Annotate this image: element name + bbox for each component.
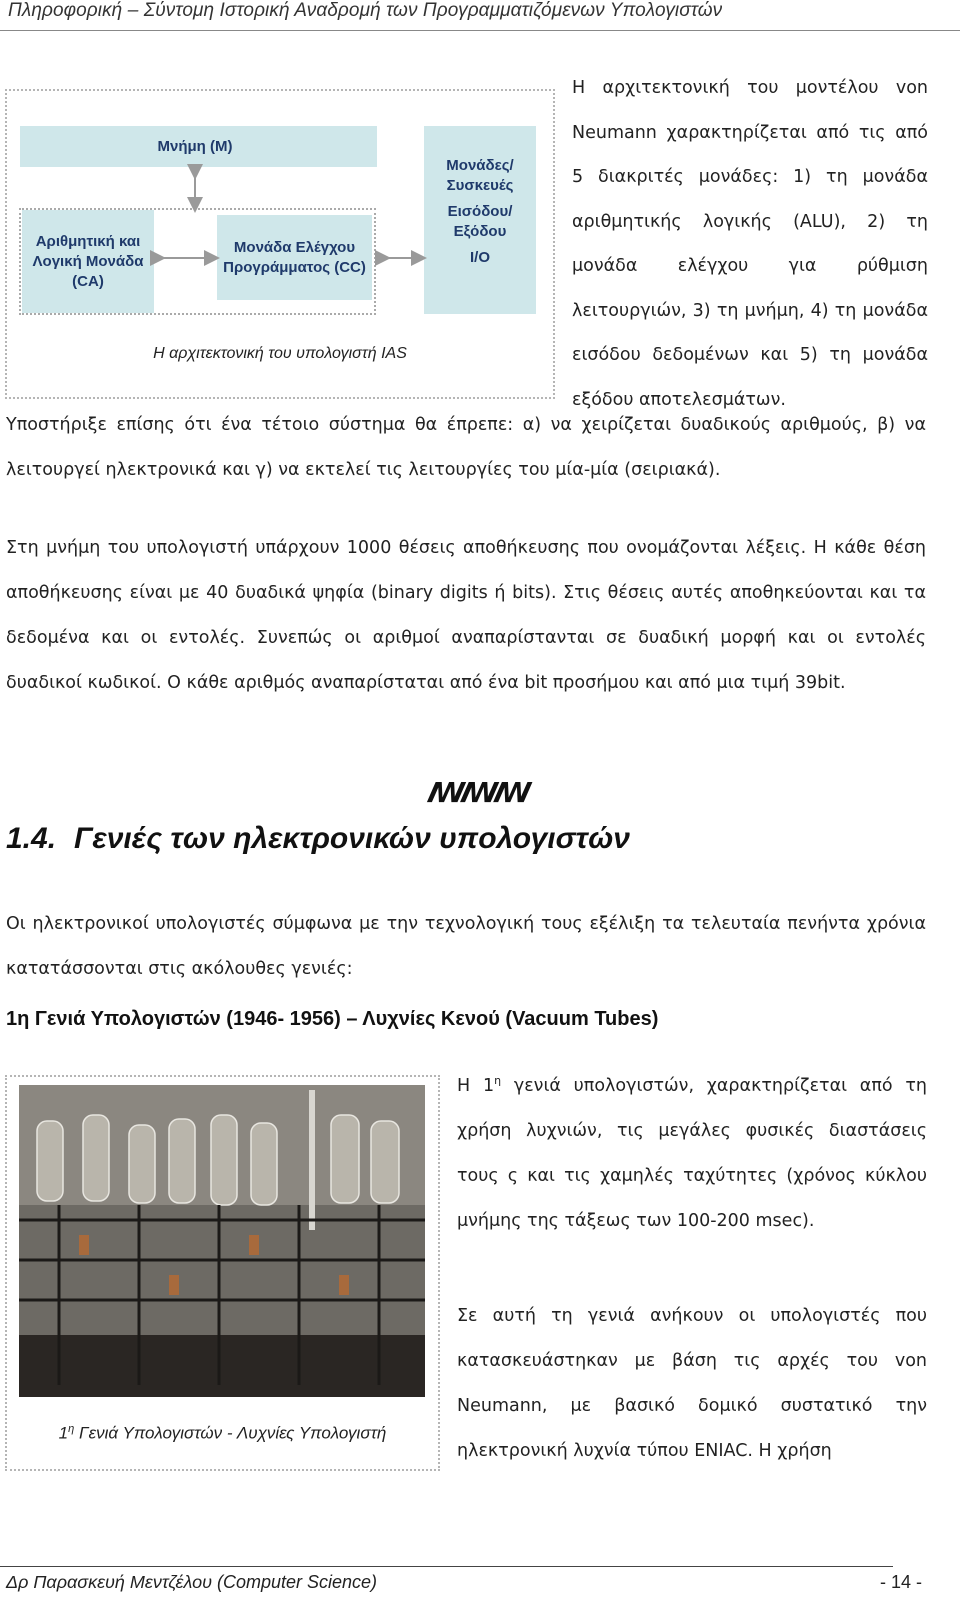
io-code-label: I/O [469,249,490,266]
diagram-arrows [0,0,560,400]
first-generation-heading: 1η Γενιά Υπολογιστών (1946- 1956) – Λυχνίες Κενού (Vacuum Tubes) [6,1008,659,1030]
page-header-title: Πληροφορική – Σύντομη Ιστορική Αναδρομή των Προγραμματιζόμενων Υπολογιστών [8,0,723,21]
rp1-rest: γενιά υπολογιστών, χαρακτηρίζεται από τη χρήση λυχνιών, τις μεγάλες φυσικές διαστάσεις τους ς και τις χαμηλές ταχύτητες (χρόνος κύκλου μνήμης της τάξεως των 100-200 msec). [457,1075,927,1231]
cc-label: Μονάδα Ελέγχου Προγράμματος (CC) [223,238,366,276]
io-devices-label: Μονάδες/ Συσκευές [446,157,514,194]
decorative-ornament: ꟿꟿꟿ [428,777,528,808]
photo-caption-number: 1 [58,1423,69,1443]
vacuum-tubes-photo [19,1085,425,1397]
io-label: Εισόδου/ Εξόδου [447,203,513,240]
first-generation-paragraph [457,1058,927,1244]
rp1-sup: η [494,1074,502,1087]
section-title: Γενιές των ηλεκτρονικών υπολογιστών [74,822,630,855]
page-number: - 14 - [880,1572,923,1592]
rp1-start: Η 1 [457,1075,495,1096]
von-neumann-paragraph: Η αρχιτεκτονική του μοντέλου von Neumann χαρακτηρίζεται από τις από 5 διακριτές μονάδες: 1) τη μονάδα αριθμητικής λογικής (ALU), 2) τη μονάδα ελέγχου για ρύθμιση λειτουργιών, 3) τη μνήμη, 4) τη μονάδα εισόδου δεδομένων και 5) τη μονάδα εξόδου αποτελεσμάτων. [572,78,928,410]
footer-author: Δρ Παρασκευή Μεντζέλου (Computer Science) [6,1572,378,1592]
section-number: 1.4. [6,822,57,855]
paragraph-memory: Στη μνήμη του υπολογιστή υπάρχουν 1000 θέσεις αποθήκευσης που ονομάζονται λέξεις. Η κάθε θέση αποθήκευσης είναι με 40 δυαδικά ψηφία (binary digits ή bits). Στις θέσεις αυτές αποθηκεύονται και τα δεδομένα και οι εντολές. Συνεπώς οι αριθμοί αναπαρίστανται σε δυαδική μορφή και οι εντολές δυαδικοί κωδικοί. Ο κάθε αριθμός αναπαρίσταται από ένα bit προσήμου και από μια τιμή 39bit. [6,538,926,693]
footer-divider [0,1566,893,1567]
photo-caption-sup: η [68,1423,75,1435]
diagram-caption: Η αρχιτεκτονική του υπολογιστή IAS [153,345,407,362]
paragraph-requirements: Υποστήριξε επίσης ότι ένα τέτοιο σύστημα θα έπρεπε: α) να χειρίζεται δυαδικούς αριθμούς, β) να λειτουργεί ηλεκτρονικά και γ) να εκτελεί τις λειτουργίες του μία-μία (σειριακά). [6,415,926,480]
photo-caption [10,1423,435,1444]
photo-caption-text: Γενιά Υπολογιστών - Λυχνίες Υπολογιστή [78,1423,387,1443]
section-heading [6,822,630,856]
first-generation-paragraph-2: Σε αυτή τη γενιά ανήκουν οι υπολογιστές που κατασκευάστηκαν με βάση τις αρχές του von Neumann, με βασικό δομικό συστατικό την ηλεκτρονική λυχνία τύπου ENIAC. Η χρήση [457,1306,927,1461]
ca-label: Αριθμητική και Λογική Μονάδα (CA) [32,232,144,290]
memory-label: Μνήμη (M) [157,138,233,155]
paragraph-generations-intro: Οι ηλεκτρονικοί υπολογιστές σύμφωνα με την τεχνολογική τους εξέλιξη τα τελευταία πενήντα χρόνια κατατάσσονται στις ακόλουθες γενιές: [6,914,926,979]
